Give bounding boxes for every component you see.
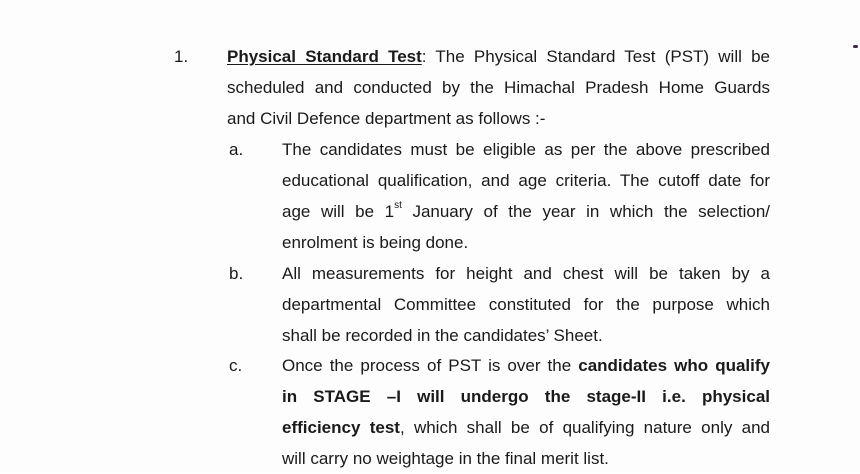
item-intro-paragraph [227, 41, 770, 134]
section-heading: Physical Standard Test [227, 47, 422, 66]
subitem-letter: c. [229, 356, 243, 375]
item-number: 1. [174, 47, 189, 66]
subitem-letter: b. [229, 264, 244, 283]
subitem-text: Once the process of PST is over the candidates who qualify in STAGE –I will undergo the stage-II i.e. physical efficiency test, which shall be of qualifying nature only and will carry no weightage in the final merit list. [282, 356, 770, 468]
intro-line-2: scheduled and conducted by the Himachal Pradesh Home Guards [227, 78, 770, 97]
intro-line-1: Physical Standard Test: The Physical Standard Test (PST) will be [227, 47, 770, 66]
subitem-letter: a. [229, 140, 244, 159]
scan-speck [853, 45, 858, 48]
intro-line-3: and Civil Defence department as follows :- [227, 109, 546, 128]
subitem-text: All measurements for height and chest will be taken by a departmental Committee constituted for the purpose which shall be recorded in the candidates’ Sheet. [282, 264, 770, 345]
subitem-text: The candidates must be eligible as per the above prescribed educational qualification, and age criteria. The cutoff date for age will be 1st January of the year in which the selection/ enrolment is being done. [282, 140, 770, 252]
